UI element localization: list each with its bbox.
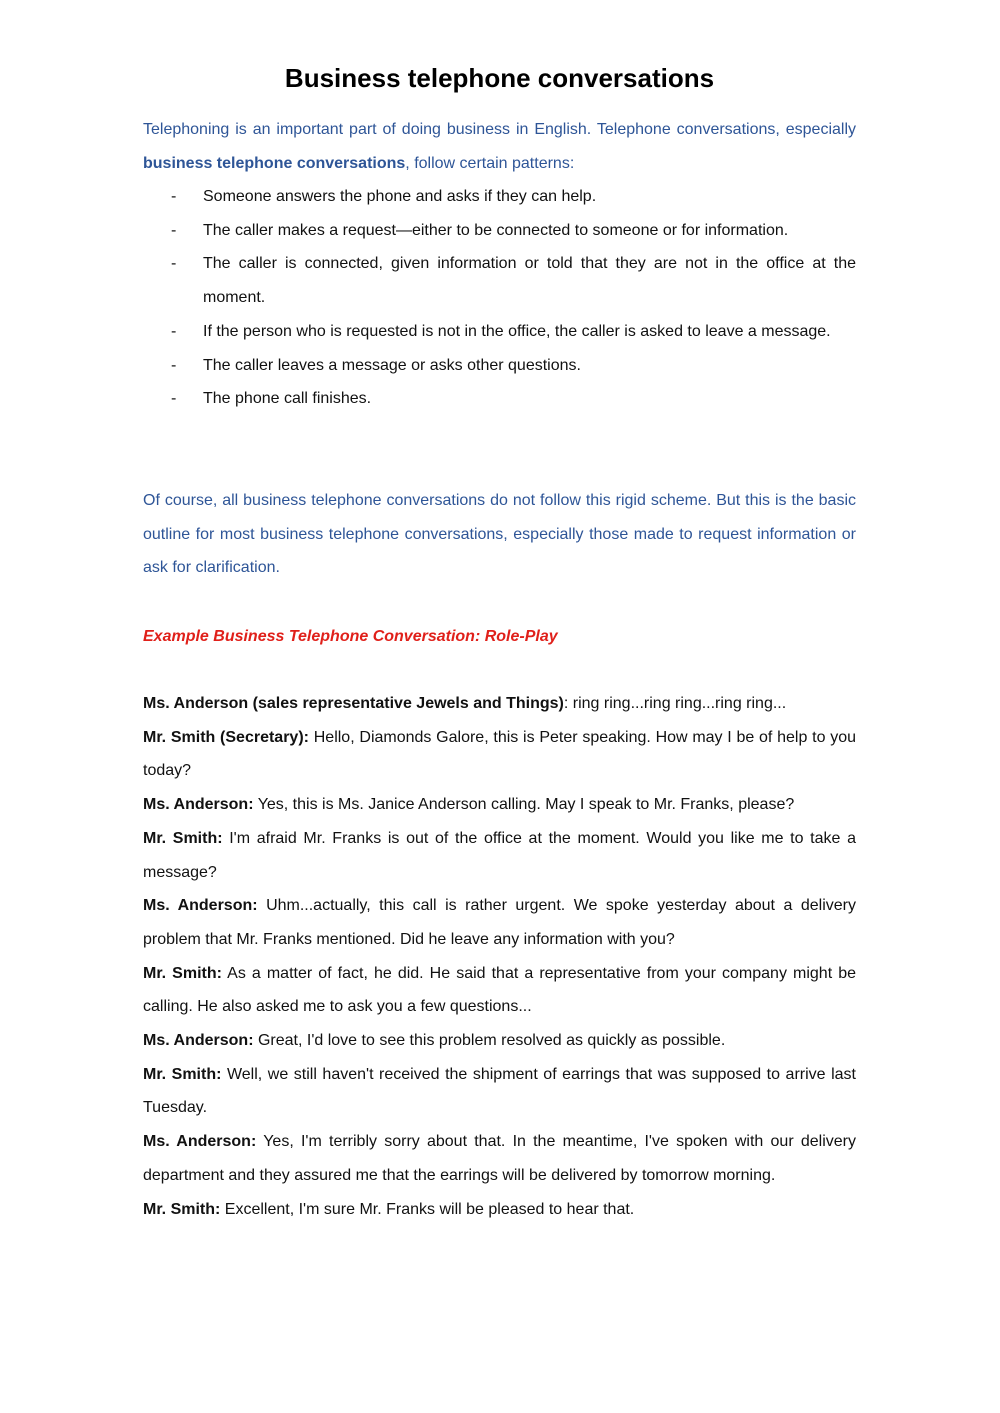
dialogue-text: As a matter of fact, he did. He said that a representative from your company might be calling. He also asked me to ask you a few questions... [143,964,856,1016]
outro-paragraph: Of course, all business telephone conversations do not follow this rigid scheme. But this is the basic outline for most business telephone conversations, especially those made to request information or ask for clarification. [143,492,856,577]
speaker-name: Mr. Smith: [143,1200,221,1218]
list-item-text: Someone answers the phone and asks if they can help. [203,188,597,205]
list-item [143,315,856,349]
call-pattern-list [143,180,856,416]
list-item-text: The caller makes a request—either to be connected to someone or for information. [203,221,789,239]
list-item-text: The phone call finishes. [203,390,372,408]
dialogue-text: Excellent, I'm sure Mr. Franks will be pleased to hear that. [220,1200,635,1218]
list-dash: - [171,255,177,273]
dialogue-text: Yes, I'm terribly sorry about that. In the meantime, I've spoken with our delivery department and they assured me that the earrings will be delivered by tomorrow morning. [143,1133,856,1184]
dialogue-line [143,1125,856,1192]
dialogue-text: Well, we still haven't received the shipment of earrings that was supposed to arrive last Tuesday. [143,1065,857,1117]
list-dash: - [171,221,177,239]
speaker-name: Mr. Smith: [143,1065,222,1083]
dialogue-line [143,721,856,788]
speaker-name: Ms. Anderson: [143,897,258,915]
speaker-name: Ms. Anderson: [143,1133,257,1151]
intro-text-after: , follow certain patterns: [405,154,575,172]
dialogue-line [143,1024,856,1058]
intro-bold-phrase: business telephone conversations [143,154,406,172]
speaker-name: Ms. Anderson: [143,796,254,814]
speaker-name: Ms. Anderson: [143,1032,254,1050]
role-play-dialogue [143,687,856,1226]
dialogue-line [143,822,856,889]
list-dash: - [171,356,177,374]
dialogue-text: : ring ring...ring ring...ring ring... [563,695,787,712]
list-item [143,214,856,248]
intro-paragraph [143,113,856,180]
dialogue-text: Hello, Diamonds Galore, this is Peter speaking. How may I be of help to you today? [143,728,857,780]
example-heading: Example Business Telephone Conversation: Role-Play [143,628,558,645]
list-item [143,180,856,214]
list-item-text: The caller is connected, given information or told that they are not in the office at the moment. [203,255,856,307]
list-item-text: The caller leaves a message or asks other questions. [203,356,581,374]
list-item [143,349,856,383]
dialogue-text: I'm afraid Mr. Franks is out of the office at the moment. Would you like me to take a message? [143,829,856,881]
dialogue-line [143,788,856,822]
dialogue-line [143,957,856,1024]
list-item-text: If the person who is requested is not in the office, the caller is asked to leave a message. [203,322,831,340]
list-item [143,382,856,416]
list-dash: - [171,322,177,340]
list-item [143,247,856,314]
dialogue-line [143,687,856,721]
page-title: Business telephone conversations [284,63,715,93]
speaker-name: Mr. Smith: [143,829,223,847]
dialogue-line [143,1193,856,1227]
dialogue-text: Uhm...actually, this call is rather urgent. We spoke yesterday about a delivery problem that Mr. Franks mentioned. Did he leave any information with you? [143,897,856,948]
speaker-name: Ms. Anderson (sales representative Jewels and Things) [143,695,564,712]
intro-text-before: Telephoning is an important part of doing business in English. Telephone conversations, especially [143,121,856,138]
dialogue-text: Yes, this is Ms. Janice Anderson calling. May I speak to Mr. Franks, please? [253,796,795,814]
dialogue-text: Great, I'd love to see this problem resolved as quickly as possible. [253,1032,726,1050]
list-dash: - [171,188,177,205]
speaker-name: Mr. Smith (Secretary): [143,728,309,746]
dialogue-line [143,1058,856,1125]
speaker-name: Mr. Smith: [143,964,222,982]
list-dash: - [171,390,177,408]
dialogue-line [143,889,856,956]
